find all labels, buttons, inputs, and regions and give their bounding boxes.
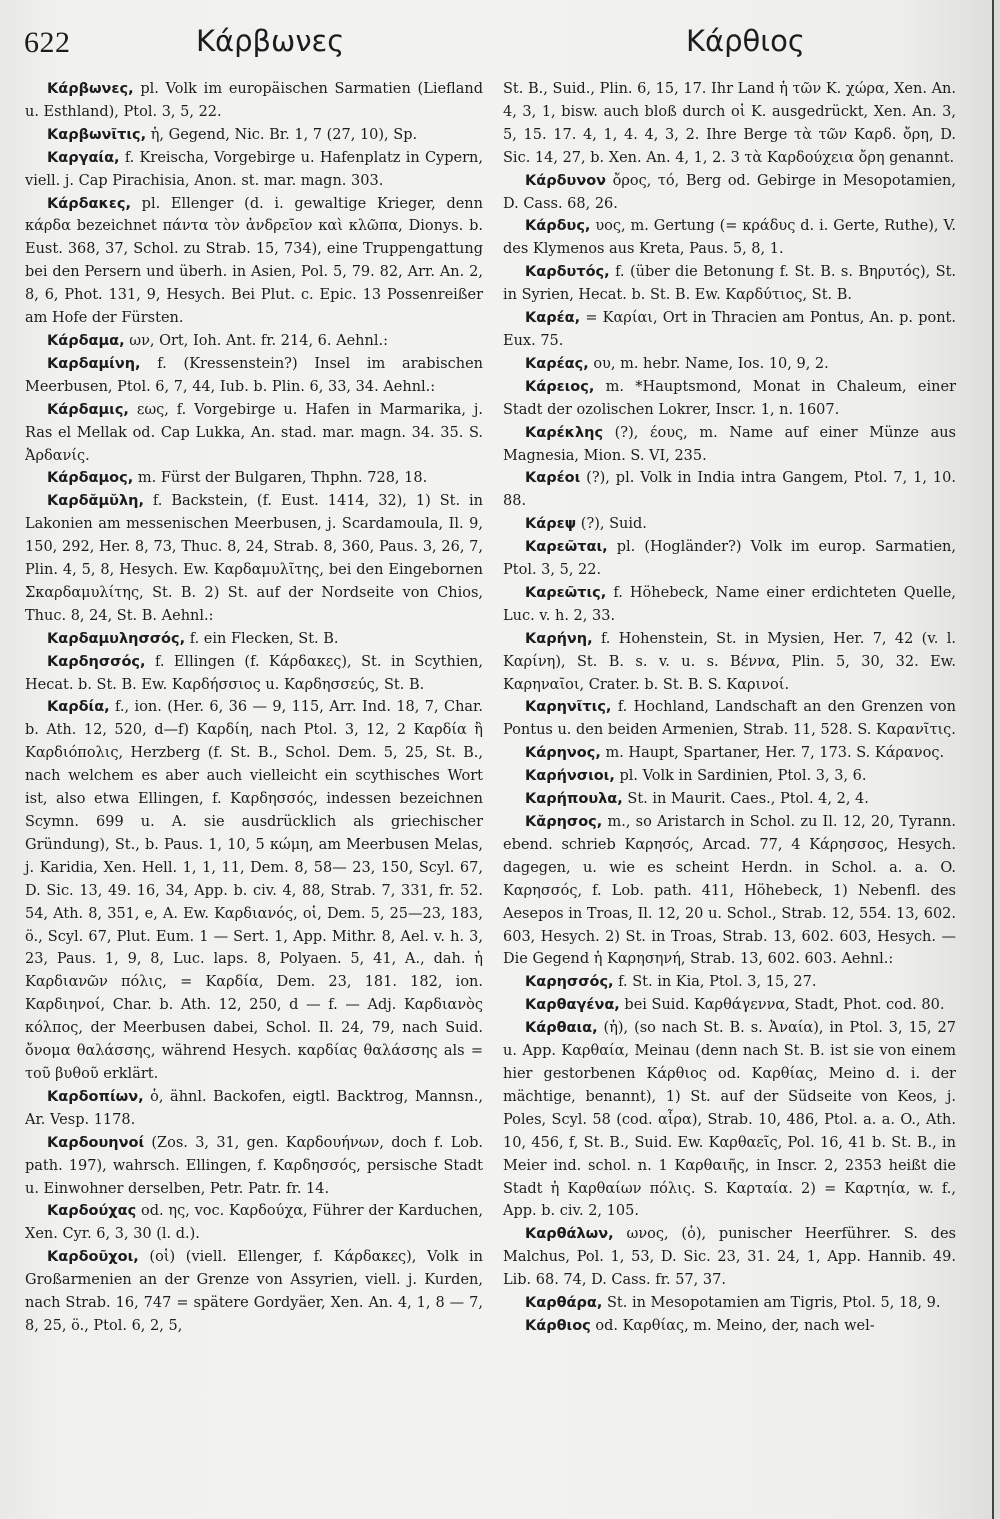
dictionary-entry — [25, 1132, 483, 1201]
entry-lemma: Καρέοι — [525, 470, 581, 487]
entry-text: f. Hohenstein, St. in Mysien, Her. 7, 42 (v. l. Καρίνη), St. B. s. v. u. s. Βέννα, Plin. 5, 30, 32. Ew. Καρηναῖοι, Crater. b. St. B. S. Καρινοί. — [503, 630, 956, 693]
page-header — [0, 22, 1000, 62]
entry-lemma: Καρθάλων, — [525, 1226, 614, 1243]
entry-lemma: Κάρεψ — [525, 516, 577, 533]
dictionary-entry — [25, 467, 483, 490]
dictionary-entry — [503, 307, 956, 353]
dictionary-entry — [503, 788, 956, 811]
entry-lemma: Κᾰρησος, — [525, 814, 603, 830]
dictionary-entry — [25, 353, 483, 399]
entry-text: m. *Hauptsmond, Monat in Chaleum, einer Stadt der ozolischen Lokrer, Inscr. 1, n. 1607. — [503, 378, 956, 418]
entry-lemma: Καρδία, — [47, 699, 110, 716]
entry-lemma: Καρδᾰμῠλη, — [47, 493, 144, 510]
entry-text: ὄρος, τό, Berg od. Gebirge in Mesopotamien, D. Cass. 68, 26. — [503, 172, 956, 212]
dictionary-entry — [25, 124, 483, 147]
entry-lemma: Καρθαγένα, — [525, 997, 620, 1014]
entry-text: St. B., Suid., Plin. 6, 15, 17. Ihr Land ἡ τῶν K. χώρα, Xen. An. 4, 3, 1, bisw. auch bloß durch οἱ K. ausgedrückt, Xen. An. 3, 5, 15. 17. 4, 1, 4. 4, 3, 2. Ihre Berge τὰ τῶν Καρδ. ὄρη, D. Sic. 14, 27, b. Xen. An. 4, 1, 2. 3 τὰ Καρδούχεια ὄρη genannt. — [503, 81, 956, 166]
dictionary-entry — [503, 1292, 956, 1315]
entry-text: f. Höhebeck, Name einer erdichteten Quelle, Luc. v. h. 2, 33. — [503, 584, 956, 624]
entry-text: od. Καρθίας, m. Meino, der, nach wel- — [590, 1317, 875, 1334]
entry-lemma: Κάρειος, — [525, 378, 595, 395]
dictionary-entry — [503, 628, 956, 697]
entry-text: f. Kreischa, Vorgebirge u. Hafenplatz in Cypern, viell. j. Cap Pirachisia, Anon. st. mar. magn. 303. — [25, 149, 483, 189]
running-head-left: Κάρβωνες — [196, 24, 345, 58]
entry-text: f. Hochland, Landschaft an den Grenzen von Pontus u. den beiden Armenien, Strab. 11, 528. S. Καρανῖτις. — [503, 699, 956, 739]
entry-text: f. (über die Betonung f. St. B. s. Βηρυτός), St. in Syrien, Hecat. b. St. B. Ew. Καρδύτιος, St. B. — [503, 264, 956, 304]
entry-lemma: Καρδησσός, — [47, 653, 146, 670]
entry-text: bei Suid. Καρθάγεννα, Stadt, Phot. cod. 80. — [619, 997, 945, 1014]
entry-text: (?), Suid. — [576, 516, 647, 533]
dictionary-entry — [503, 742, 956, 765]
entry-lemma: Καρήνη, — [525, 630, 593, 647]
dictionary-entry — [503, 170, 956, 216]
entry-text: f., ion. (Her. 6, 36 — 9, 115, Arr. Ind. 18, 7, Char. b. Ath. 12, 520, d—f) Καρδίη, nach Ptol. 3, 12, 2 Καρδία ἢ Καρδιόπολις, Herzberg (f. St. B., Schol. Dem. 5, 25, St. B., nach welchem es aber auch vielleicht ein scythisches Wort ist, also etwa Ellingen, f. Καρδησσός, indessen bezeichnen Scymn. 699 u. A. sie ausdrücklich als griechischer Gründung), St., b. Paus. 1, 10, 5 κώμη, am Meerbusen Melas, j. Karidia, Xen. Hell. 1, 1, 11, Dem. 8, 58— 23, 150, Scyl. 67, D. Sic. 13, 49. 16, 34, App. b. civ. 4, 88, Strab. 7, 331, fr. 52. 54, Ath. 8, 351, e, A. Ew. Καρδιανός, οἱ, Dem. 5, 25—23, 183, ö., Scyl. 67, Plut. Eum. 1 — Sert. 1, App. Mithr. 8, Ael. v. h. 3, 23, Paus. 1, 9, 8, Luc. laps. 8, Polyaen. 5, 41, A., dah. ἡ Καρδιανῶν πόλις, = Καρδία, Dem. 23, 181. 182, ion. Καρδιηνοί, Char. b. Ath. 12, 250, d — f. — Adj. Καρδιανὸς κόλπος, der Meerbusen dabei, Schol. Il. 24, 79, nach Suid. ὄνομα θαλάσσης, während Hesych. καρδίας θαλάσσης als = τοῦ βυθοῦ erklärt. — [25, 699, 483, 1082]
dictionary-entry — [503, 811, 956, 971]
entry-lemma: Καρδούχας — [47, 1203, 137, 1220]
entry-lemma: Κάρηνος, — [525, 745, 601, 762]
entry-lemma: Καρδοῦχοι, — [47, 1249, 139, 1266]
entry-lemma: Καρδυτός, — [525, 264, 610, 281]
entry-text: (?), έους, m. Name auf einer Münze aus Magnesia, Mion. S. VI, 235. — [503, 424, 956, 464]
entry-lemma: Καρέας, — [525, 355, 589, 372]
entry-text: f. ein Flecken, St. B. — [185, 630, 339, 647]
dictionary-entry — [503, 582, 956, 628]
entry-lemma: Καρθάρα, — [525, 1295, 603, 1312]
dictionary-entry — [25, 628, 483, 651]
entry-lemma: Κάρδαμος, — [47, 470, 134, 487]
entry-text: pl. (Hogländer?) Volk im europ. Sarmatien, Ptol. 3, 5, 22. — [503, 539, 956, 579]
dictionary-entry — [503, 765, 956, 788]
entry-lemma: Καρέα, — [525, 310, 581, 327]
left-column — [25, 78, 483, 1338]
entry-lemma: Καρβωνῖτις, — [47, 126, 147, 143]
entry-lemma: Καργαία, — [47, 149, 120, 166]
entry-text: ωνος, (ὁ), punischer Heerführer. S. des Malchus, Pol. 1, 53, D. Sic. 23, 31. 24, 1, App. Hannib. 49. Lib. 68. 74, D. Cass. fr. 57, 37. — [503, 1226, 956, 1289]
entry-text: (οἱ) (viell. Ellenger, f. Κάρδακες), Volk in Großarmenien an der Grenze von Assyrien, viell. j. Kurden, nach Strab. 16, 747 = spätere Gordyäer, Xen. An. 4, 1, 8 — 7, 8, 25, ö., Ptol. 6, 2, 5, — [25, 1249, 483, 1334]
entry-text: m. Haupt, Spartaner, Her. 7, 173. S. Κάρανος. — [600, 745, 945, 762]
entry-text: ου, m. hebr. Name, Ios. 10, 9, 2. — [588, 355, 829, 372]
dictionary-entry — [503, 467, 956, 513]
entry-text: f. Ellingen (f. Κάρδακες), St. in Scythien, Hecat. b. St. B. Ew. Καρδήσσιος u. Καρδησσεύς, St. B. — [25, 653, 483, 693]
entry-lemma: Καρδουηνοί — [47, 1134, 145, 1151]
dictionary-entry — [25, 147, 483, 193]
dictionary-entry — [503, 376, 956, 422]
entry-text: od. ης, voc. Καρδούχα, Führer der Karduchen, Xen. Cyr. 6, 3, 30 (l. d.). — [25, 1203, 483, 1243]
entry-lemma: Κάρδυς, — [525, 218, 591, 235]
entry-lemma: Καρήνσιοι, — [525, 768, 615, 785]
entry-lemma: Καρέκλης — [525, 424, 604, 441]
dictionary-entry — [25, 490, 483, 627]
dictionary-entry — [503, 994, 956, 1017]
entry-text: ἡ, Gegend, Nic. Br. 1, 7 (27, 10), Sp. — [146, 126, 418, 143]
entry-text: (Zos. 3, 31, gen. Καρδουήνων, doch f. Lob. path. 197), wahrsch. Ellingen, f. Καρδησσός, persische Stadt u. Einwohner derselben, Petr. Patr. fr. 14. — [25, 1134, 483, 1197]
dictionary-entry — [25, 78, 483, 124]
entry-text: ων, Ort, Ioh. Ant. fr. 214, 6. Aehnl.: — [124, 332, 388, 349]
dictionary-entry — [503, 353, 956, 376]
dictionary-entry — [503, 1017, 956, 1223]
dictionary-entry — [503, 1223, 956, 1292]
entry-lemma: Κάρδαμις, — [47, 401, 129, 418]
dictionary-entry — [25, 696, 483, 1085]
entry-lemma: Κάρθιος — [525, 1317, 591, 1334]
entry-text: pl. Volk in Sardinien, Ptol. 3, 3, 6. — [614, 768, 867, 785]
dictionary-entry — [25, 651, 483, 697]
entry-text: (ἡ), (so nach St. B. s. Ἀναία), in Ptol. 3, 15, 27 u. App. Καρθαία, Meinau (denn nach St. B. ist sie von einem hier gestorbenen Κάρθιος od. Καρθίας, Meino d. i. der mächtige, benannt), 1) St. auf der Südseite von Keos, j. Poles, Scyl. 58 (cod. αἶρα), Strab. 10, 486, Ptol. a. a. O., Ath. 10, 456, f, St. B., Suid. Ew. Καρθαεῖς, Pol. 16, 41 b. St. B., in Meier ind. schol. n. 1 Καρθαιῆς, in Inscr. 2, 2353 heißt die Stadt ἡ Καρθαίων πόλις. S. Καρταία. 2) = Καρτηία, w. f., App. b. civ. 2, 105. — [503, 1020, 956, 1220]
entry-text: εως, f. Vorgebirge u. Hafen in Marmarika, j. Ras el Mellak od. Cap Lukka, An. stad. mar. magn. 34. 35. S. Ἀρδανίς. — [25, 401, 483, 464]
entry-lemma: Καρησσός, — [525, 974, 614, 991]
entry-lemma: Καρδοπίων, — [47, 1088, 144, 1105]
entry-text: pl. Volk im europäischen Sarmatien (Liefland u. Esthland), Ptol. 3, 5, 22. — [25, 81, 483, 120]
dictionary-entry — [25, 1200, 483, 1246]
entry-text: m. Fürst der Bulgaren, Thphn. 728, 18. — [133, 470, 428, 487]
entry-text: (?), pl. Volk in India intra Gangem, Ptol. 7, 1, 10. 88. — [503, 470, 956, 510]
right-column — [503, 78, 956, 1338]
dictionary-entry — [25, 1246, 483, 1338]
entry-lemma: Καρδαμίνη, — [47, 355, 141, 372]
entry-lemma: Καρεῶται, — [525, 539, 608, 556]
entry-text: = Καρίαι, Ort in Thracien am Pontus, An. p. pont. Eux. 75. — [503, 310, 956, 349]
entry-text: f. St. in Kia, Ptol. 3, 15, 27. — [613, 974, 817, 991]
dictionary-entry — [503, 536, 956, 582]
entry-text: St. in Mesopotamien am Tigris, Ptol. 5, 18, 9. — [602, 1295, 941, 1312]
entry-lemma: Καρδαμυλησσός, — [47, 630, 186, 647]
dictionary-entry — [503, 1315, 956, 1338]
entry-lemma: Καρηνῖτις, — [525, 699, 612, 716]
dictionary-entry — [503, 261, 956, 307]
entry-lemma: Κάρδαμα, — [47, 332, 125, 349]
entry-lemma: Κάρβωνες, — [47, 81, 134, 97]
page-number: 622 — [24, 26, 71, 59]
dictionary-entry — [25, 399, 483, 468]
entry-lemma: Καρεῶτις, — [525, 584, 607, 601]
entry-text: υος, m. Gertung (= κράδυς d. i. Gerte, Ruthe), V. des Klymenos aus Kreta, Paus. 5, 8, 1. — [503, 218, 956, 258]
entry-text: St. in Maurit. Caes., Ptol. 4, 2, 4. — [622, 791, 869, 808]
running-head-right: Κάρθιος — [686, 24, 805, 58]
dictionary-entry — [503, 215, 956, 261]
entry-lemma: Κάρδυνον — [525, 172, 607, 189]
dictionary-entry — [25, 193, 483, 330]
dictionary-entry — [503, 971, 956, 994]
entry-text: ὁ, ähnl. Backofen, eigtl. Backtrog, Mannsn., Ar. Vesp. 1178. — [25, 1088, 483, 1128]
entry-lemma: Κάρθαια, — [525, 1020, 598, 1037]
entry-text: pl. Ellenger (d. i. gewaltige Krieger, denn κάρδα bezeichnet πάντα τὸν ἀνδρεῖον καὶ κλῶπα, Dionys. b. Eust. 368, 37, Schol. zu Strab. 15, 734), eine Truppengattung bei den Persern und überh. in Asien, Pol. 5, 79. 82, Arr. An. 2, 8, 6, Phot. 131, 9, Hesych. Bei Plut. c. Epic. 13 Possenreißer am Hofe der Fürsten. — [25, 195, 483, 327]
dictionary-entry — [503, 696, 956, 742]
dictionary-entry — [25, 330, 483, 353]
entry-text: f. (Kressenstein?) Insel im arabischen Meerbusen, Ptol. 6, 7, 44, Iub. b. Plin. 6, 33, 34. Aehnl.: — [25, 355, 483, 395]
page-edge — [992, 0, 994, 1519]
entry-text: m., so Aristarch in Schol. zu Il. 12, 20, Tyrann. ebend. schrieb Καρησός, Arcad. 77, 4 Κάρησσος, Hesych. dagegen, u. wie es scheint Herdn. in Schol. a. a. O. Καρησσός, f. Lob. path. 411, Höhebeck, 1) Nebenfl. des Aesepos in Troas, Il. 12, 20 u. Schol., Strab. 12, 554. 13, 602. 603, Hesych. 2) St. in Troas, Strab. 13, 602. 603, Hesych. — Die Gegend ἡ Καρησηνή, Strab. 13, 602. 603. Aehnl.: — [503, 814, 956, 968]
dictionary-entry — [503, 78, 956, 170]
dictionary-entry — [25, 1086, 483, 1132]
entry-lemma: Κάρδακες, — [47, 195, 131, 212]
dictionary-entry — [503, 422, 956, 468]
entry-lemma: Καρήπουλα, — [525, 791, 623, 808]
entry-text: f. Backstein, (f. Eust. 1414, 32), 1) St. in Lakonien am messenischen Meerbusen, j. Scardamoula, Il. 9, 150, 292, Her. 8, 73, Thuc. 8, 24, Strab. 8, 360, Paus. 3, 26, 7, Plin. 4, 5, 8, Hesych. Ew. Καρδαμυλῖτης, bei den Eingebornen Σκαρδαμυλίτης, St. B. 2) St. auf der Nordseite von Chios, Thuc. 8, 24, St. B. Aehnl.: — [25, 493, 483, 624]
dictionary-entry — [503, 513, 956, 536]
